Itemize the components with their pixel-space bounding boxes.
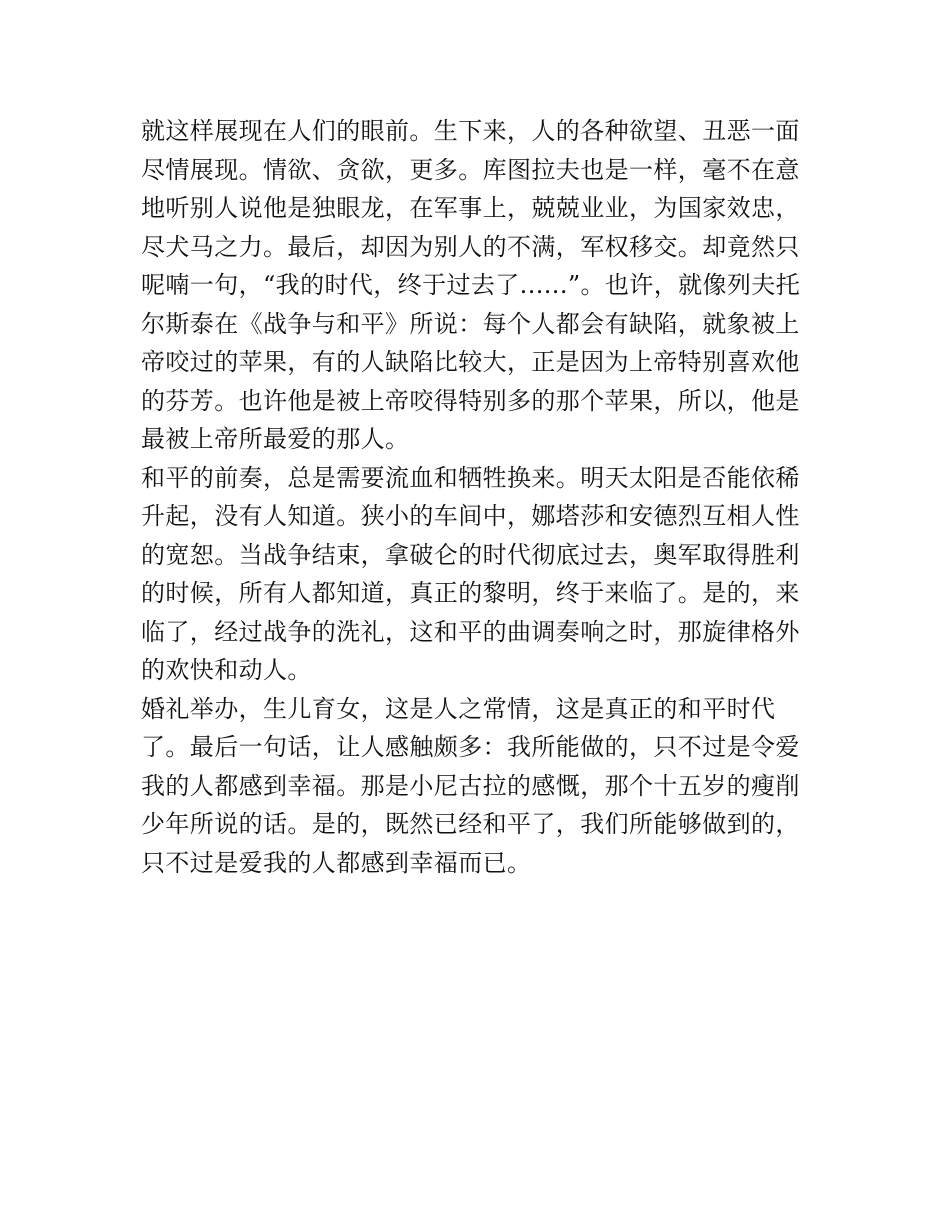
text-line: 尔斯泰在《战争与和平》所说：每个人都会有缺陷，就象被上 (141, 309, 800, 338)
text-line: 尽犬马之力。最后，却因为别人的不满，军权移交。却竟然只 (141, 232, 800, 261)
text-line: 尽情展现。情欲、贪欲，更多。库图拉夫也是一样，毫不在意 (141, 155, 800, 184)
text-line: 地听别人说他是独眼龙，在军事上，兢兢业业，为国家效忠， (141, 194, 800, 222)
text-line: 的芬芳。也许他是被上帝咬得特别多的那个苹果，所以，他是 (141, 386, 800, 415)
text-line: 就这样展现在人们的眼前。生下来，人的各种欲望、丑恶一面 (141, 117, 800, 145)
text-line: 我的人都感到幸福。那是小尼古拉的感慨，那个十五岁的瘦削 (141, 771, 800, 800)
text-line: 升起，没有人知道。狭小的车间中，娜塔莎和安德烈互相人性 (141, 502, 800, 530)
text-line: 的宽恕。当战争结束，拿破仑的时代彻底过去，奥军取得胜利 (141, 540, 800, 569)
text-line: 最被上帝所最爱的那人。 (141, 425, 410, 453)
text-line: 呢喃一句，“我的时代，终于过去了......”。也许，就像列夫托 (141, 271, 801, 299)
text-line: 的欢快和动人。 (141, 656, 312, 684)
text-line: 少年所说的话。是的，既然已经和平了，我们所能够做到的， (141, 810, 800, 838)
text-line: 临了，经过战争的洗礼，这和平的曲调奏响之时，那旋律格外 (141, 617, 800, 646)
text-line: 只不过是爱我的人都感到幸福而已。 (141, 848, 532, 877)
body-text (141, 112, 821, 882)
text-line: 帝咬过的苹果，有的人缺陷比较大，正是因为上帝特别喜欢他 (141, 348, 800, 376)
text-line: 婚礼举办，生儿育女，这是人之常情，这是真正的和平时代 (141, 694, 776, 723)
text-line: 的时候，所有人都知道，真正的黎明，终于来临了。是的，来 (141, 579, 800, 607)
text-line: 和平的前奏，总是需要流血和牺牲换来。明天太阳是否能依稀 (141, 463, 800, 492)
text-line: 了。最后一句话，让人感触颇多：我所能做的，只不过是令爱 (141, 733, 800, 761)
